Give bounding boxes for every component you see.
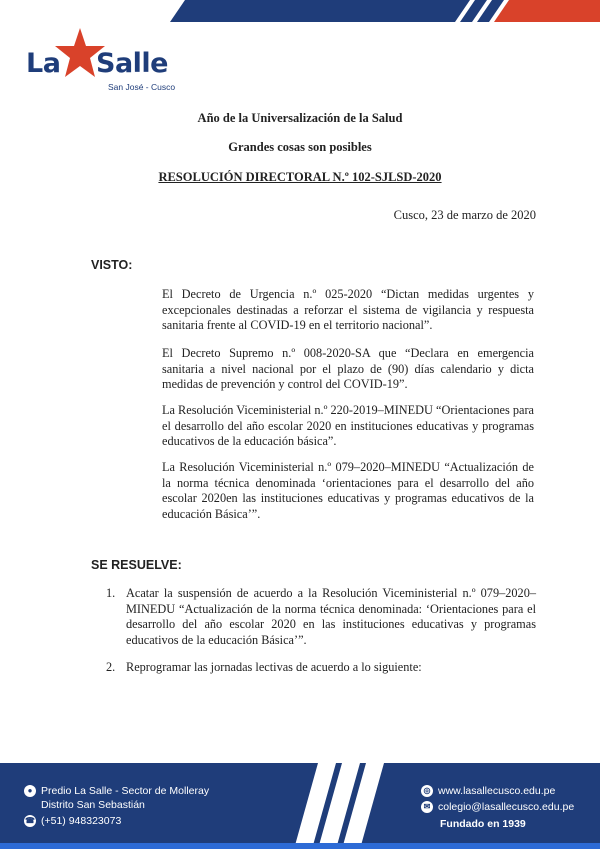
visto-heading: VISTO:: [91, 258, 133, 272]
visto-paragraph: La Resolución Viceministerial n.º 220-2019–MINEDU “Orientaciones para el desarrollo del año escolar 2020 en instituciones educativas y programas educativos de la educación básica”.: [162, 403, 534, 449]
resuelve-heading: SE RESUELVE:: [91, 558, 182, 572]
year-line: Año de la Universalización de la Salud: [197, 111, 403, 125]
web-icon: ◎: [421, 785, 433, 797]
phone-text: (+51) 948323073: [41, 815, 122, 827]
address-line1-text: Predio La Salle - Sector de Molleray: [41, 785, 210, 797]
footer-email[interactable]: [421, 801, 574, 813]
footer: [0, 763, 600, 849]
motto: Grandes cosas son posibles: [228, 140, 372, 154]
mail-icon: ✉: [421, 801, 433, 813]
footer-founded: Fundado en 1939: [440, 818, 526, 830]
visto-paragraph: La Resolución Viceministerial n.º 079–2020–MINEDU “Actualización de la norma técnica denominada ‘orientaciones para el desarrollo del año escolar 2020en las instituciones educativas y programas educativos de la educación Básica’”.: [162, 460, 534, 521]
resolution-item-number: 1.: [106, 586, 116, 600]
footer-address-line2: [41, 799, 145, 811]
document-date: Cusco, 23 de marzo de 2020: [393, 208, 536, 222]
logo-word-salle: Salle: [96, 48, 168, 79]
footer-phone: [24, 815, 121, 827]
logo-subtitle: San José - Cusco: [108, 82, 176, 92]
logo-word-la: La: [26, 48, 61, 79]
phone-icon: ☎: [25, 816, 35, 825]
resolution-title: RESOLUCIÓN DIRECTORAL N.º 102-SJLSD-2020: [158, 170, 442, 184]
website-link[interactable]: www.lasallecusco.edu.pe: [438, 785, 556, 797]
address-line2-text: Distrito San Sebastián: [41, 799, 145, 811]
resolution-item-text: Acatar la suspensión de acuerdo a la Resolución Viceministerial n.º 079–2020–MINEDU “Actualización de la norma técnica denominada: ‘Orientaciones para el desarrollo del año escolar 2020 en las instituciones educativas y programas educativos de la educación Básica’”.: [126, 586, 536, 647]
footer-address-line1: [24, 785, 209, 797]
visto-paragraph: El Decreto Supremo n.º 008-2020-SA que “Declara en emergencia sanitaria a nivel nacional por el plazo de (90) días calendario y dicta medidas de prevención y control del COVID-19”.: [162, 346, 534, 392]
footer-website[interactable]: [421, 785, 555, 797]
resolution-item-number: 2.: [106, 660, 116, 674]
resolution-item-text: Reprogramar las jornadas lectivas de acuerdo a lo siguiente:: [126, 660, 422, 674]
email-link[interactable]: colegio@lasallecusco.edu.pe: [438, 801, 575, 813]
visto-paragraph: El Decreto de Urgencia n.º 025-2020 “Dictan medidas urgentes y excepcionales destinadas a reforzar el sistema de vigilancia y respuesta sanitaria frente al COVID-19 en el territorio nacional”.: [162, 287, 534, 333]
location-pin-icon: ●: [24, 785, 36, 797]
la-salle-logo: [26, 22, 196, 92]
